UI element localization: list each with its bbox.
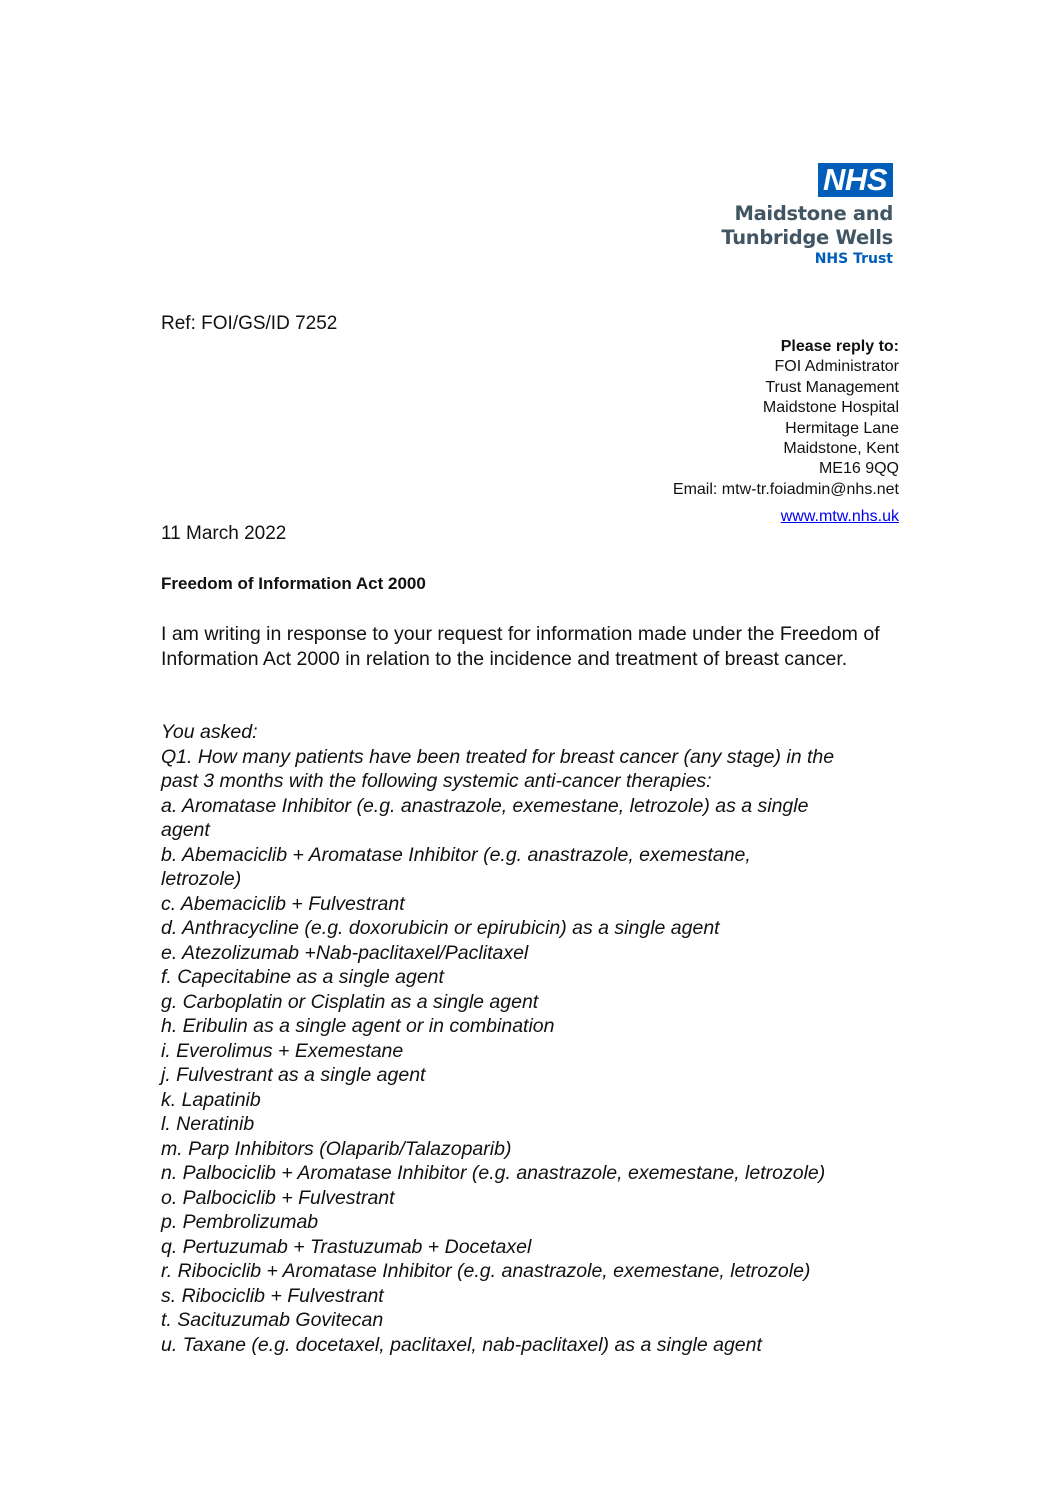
therapy-item: a. Aromatase Inhibitor (e.g. anastrazole, exemestane, letrozole) as a single (161, 794, 809, 817)
therapy-item: r. Ribociclib + Aromatase Inhibitor (e.g. anastrazole, exemestane, letrozole) (161, 1260, 811, 1282)
therapy-item: j. Fulvestrant as a single agent (161, 1064, 426, 1086)
org-name-line-2: Tunbridge Wells (721, 226, 893, 249)
reply-address (499, 337, 899, 528)
therapy-item: p. Pembrolizumab (161, 1211, 319, 1233)
therapy-item: k. Lapatinib (161, 1088, 261, 1111)
reference-number: Ref: FOI/GS/ID 7252 (161, 313, 338, 334)
therapy-item: b. Abemaciclib + Aromatase Inhibitor (e.g. anastrazole, exemestane, (161, 843, 751, 866)
address-line: FOI Administrator (774, 358, 899, 376)
address-line: Maidstone, Kent (783, 440, 899, 458)
therapy-item: i. Everolimus + Exemestane (161, 1039, 404, 1062)
question-line: past 3 months with the following systemic anti-cancer therapies: (161, 770, 712, 792)
therapy-item: t. Sacituzumab Govitecan (161, 1309, 384, 1331)
therapy-item: l. Neratinib (161, 1113, 255, 1135)
org-name-line-1: Maidstone and (734, 202, 893, 225)
therapy-item: f. Capecitabine as a single agent (161, 966, 444, 988)
therapy-item: g. Carboplatin or Cisplatin as a single agent (161, 990, 539, 1013)
therapy-item: c. Abemaciclib + Fulvestrant (161, 892, 405, 915)
question-line: Q1. How many patients have been treated for breast cancer (any stage) in the (161, 745, 835, 768)
therapy-item: q. Pertuzumab + Trastuzumab + Docetaxel (161, 1235, 532, 1258)
therapy-item: n. Palbociclib + Aromatase Inhibitor (e.g. anastrazole, exemestane, letrozole) (161, 1162, 826, 1184)
intro-paragraph: I am writing in response to your request for information made under the Freedom of Information Act 2000 in relation to the incidence and treatment of breast cancer. (161, 623, 880, 670)
therapy-item-continuation: agent (161, 819, 210, 841)
nhs-trust-logo (653, 163, 893, 269)
org-trust-label: NHS Trust (814, 251, 893, 267)
website-link[interactable]: www.mtw.nhs.uk (780, 508, 899, 526)
nhs-badge: NHS (818, 163, 893, 197)
address-line: Hermitage Lane (785, 419, 899, 437)
therapy-item: m. Parp Inhibitors (Olaparib/Talazoparib) (161, 1137, 512, 1160)
therapy-item: d. Anthracycline (e.g. doxorubicin or epirubicin) as a single agent (161, 917, 720, 939)
request-lead: You asked: (161, 721, 258, 743)
address-line: Trust Management (765, 378, 899, 396)
therapy-item: h. Eribulin as a single agent or in combination (161, 1015, 555, 1037)
address-line: Maidstone Hospital (762, 399, 899, 417)
reply-heading: Please reply to: (780, 338, 899, 355)
request-block (161, 720, 901, 1357)
therapy-item: e. Atezolizumab +Nab-paclitaxel/Paclitaxel (161, 941, 529, 964)
therapy-item: s. Ribociclib + Fulvestrant (161, 1284, 384, 1307)
therapy-item-continuation: letrozole) (161, 868, 242, 890)
therapy-item: o. Palbociclib + Fulvestrant (161, 1186, 395, 1209)
therapy-item: u. Taxane (e.g. docetaxel, paclitaxel, nab-paclitaxel) as a single agent (161, 1333, 762, 1356)
address-line: ME16 9QQ (818, 460, 899, 478)
letter-date: 11 March 2022 (161, 523, 287, 544)
letter-title: Freedom of Information Act 2000 (161, 574, 426, 593)
email-line: Email: mtw-tr.foiadmin@nhs.net (672, 480, 899, 498)
